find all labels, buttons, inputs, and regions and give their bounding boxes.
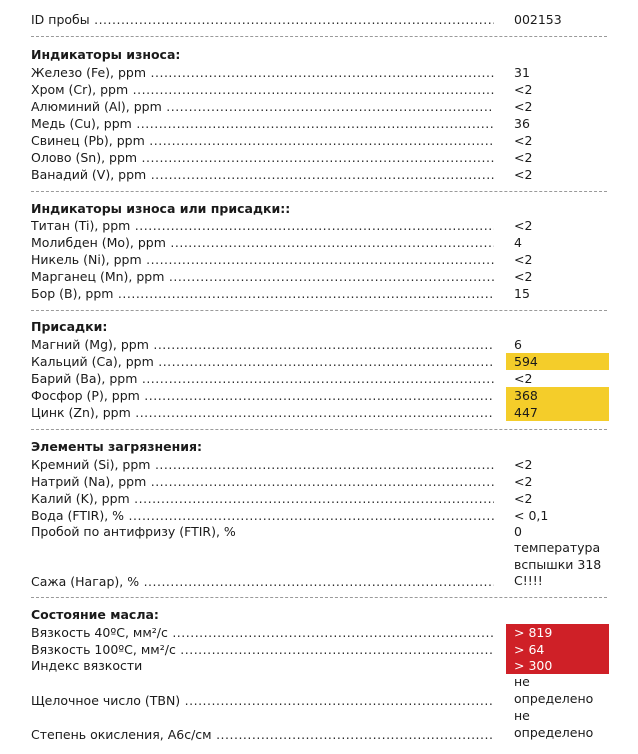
table-row <box>0 234 638 251</box>
row-value-highlighted: 368 <box>506 387 609 404</box>
row-value: 4 <box>514 235 522 250</box>
row-value: <2 <box>514 269 533 284</box>
row-value: 36 <box>514 116 530 131</box>
table-row <box>0 353 638 370</box>
table-row <box>0 507 638 524</box>
section-heading-contamination: Элементы загрязнения: <box>31 439 203 454</box>
row-label: Натрий (Na), ppm ..... <box>31 473 494 490</box>
row-label: Ванадий (V), ppm ..... <box>31 166 494 183</box>
row-label: Щелочное число (TBN) ..... <box>31 692 494 709</box>
row-label: Сажа (Нагар), % ..... <box>31 573 494 590</box>
section-divider <box>31 429 607 430</box>
row-value: <2 <box>514 82 533 97</box>
section-divider <box>31 597 607 598</box>
table-row <box>0 624 638 641</box>
row-label: Кремний (Si), ppm ..... <box>31 456 494 473</box>
table-row <box>0 217 638 234</box>
row-value-multiline: не определено <box>514 708 594 740</box>
table-row <box>0 285 638 302</box>
row-label: Алюминий (Al), ppm ..... <box>31 98 494 115</box>
row-value-highlighted: 447 <box>506 404 609 421</box>
row-value: <2 <box>514 474 533 489</box>
row-value: <2 <box>514 252 533 267</box>
row-label: Цинк (Zn), ppm ..... <box>31 404 494 421</box>
table-row <box>0 336 638 353</box>
row-value-multiline: температура вспышки 318 С!!!! <box>514 540 602 588</box>
row-label: Никель (Ni), ppm ..... <box>31 251 494 268</box>
table-row <box>0 251 638 268</box>
section-heading-wear: Индикаторы износа: <box>31 47 181 62</box>
row-value: <2 <box>514 99 533 114</box>
table-row <box>0 657 638 674</box>
row-value: <2 <box>514 457 533 472</box>
row-label: Степень окисления, A6c/см ..... <box>31 726 494 743</box>
table-row <box>0 641 638 658</box>
row-label: Барий (Ba), ppm ..... <box>31 370 494 387</box>
table-row <box>0 81 638 98</box>
row-label: Медь (Cu), ppm ..... <box>31 115 494 132</box>
row-value: 6 <box>514 337 522 352</box>
sample-id-row <box>0 11 638 28</box>
row-value-multiline: не определено <box>514 674 594 706</box>
row-label: Марганец (Mn), ppm ..... <box>31 268 494 285</box>
table-row <box>0 726 638 743</box>
row-label: Калий (K), ppm ..... <box>31 490 494 507</box>
section-heading-oil-condition: Состояние масла: <box>31 607 159 622</box>
row-value: 15 <box>514 286 530 301</box>
row-label: Олово (Sn), ppm ..... <box>31 149 494 166</box>
row-value: <2 <box>514 371 533 386</box>
table-row <box>0 387 638 404</box>
row-label: Вода (FTIR), % ..... <box>31 507 494 524</box>
row-value: 0 <box>514 524 522 539</box>
table-row <box>0 115 638 132</box>
table-row <box>0 473 638 490</box>
table-row <box>0 268 638 285</box>
section-heading-additives: Присадки: <box>31 319 108 334</box>
row-label: Свинец (Pb), ppm ..... <box>31 132 494 149</box>
row-label: Хром (Cr), ppm ..... <box>31 81 494 98</box>
row-value: <2 <box>514 167 533 182</box>
table-row <box>0 404 638 421</box>
table-row <box>0 490 638 507</box>
row-value: <2 <box>514 150 533 165</box>
section-heading-wear-or-additive: Индикаторы износа или присадки:: <box>31 201 291 216</box>
table-row <box>0 456 638 473</box>
row-value-alert: > 300 <box>506 657 609 674</box>
table-row <box>0 149 638 166</box>
sample-id-value: 002153 <box>514 12 562 27</box>
row-value: <2 <box>514 133 533 148</box>
table-row <box>0 98 638 115</box>
row-label: Индекс вязкости <box>31 658 143 673</box>
row-value-alert: > 819 <box>506 624 609 641</box>
row-value: <2 <box>514 491 533 506</box>
row-label: Бор (B), ppm ..... <box>31 285 494 302</box>
section-divider <box>31 191 607 192</box>
table-row <box>0 523 638 540</box>
table-row <box>0 166 638 183</box>
row-value: <2 <box>514 218 533 233</box>
table-row <box>0 64 638 81</box>
table-row <box>0 692 638 709</box>
row-label: Кальций (Ca), ppm ..... <box>31 353 494 370</box>
table-row <box>0 370 638 387</box>
row-label: Вязкость 40ºC, мм²/с ..... <box>31 624 494 641</box>
table-row <box>0 132 638 149</box>
row-value: < 0,1 <box>514 508 549 523</box>
row-label: Молибден (Mo), ppm ..... <box>31 234 494 251</box>
row-label: Пробой по антифризу (FTIR), % <box>31 524 236 539</box>
table-row <box>0 573 638 590</box>
row-label: Титан (Ti), ppm ..... <box>31 217 494 234</box>
row-label: Вязкость 100ºC, мм²/с ..... <box>31 641 494 658</box>
sample-id-label: ID пробы ..... <box>31 11 494 28</box>
row-label: Фосфор (P), ppm ..... <box>31 387 494 404</box>
section-divider <box>31 310 607 311</box>
row-value: 31 <box>514 65 530 80</box>
row-label: Железо (Fe), ppm ..... <box>31 64 494 81</box>
row-value-alert: > 64 <box>506 641 609 658</box>
section-divider <box>31 36 607 37</box>
row-value-highlighted: 594 <box>506 353 609 370</box>
row-label: Магний (Mg), ppm ..... <box>31 336 494 353</box>
